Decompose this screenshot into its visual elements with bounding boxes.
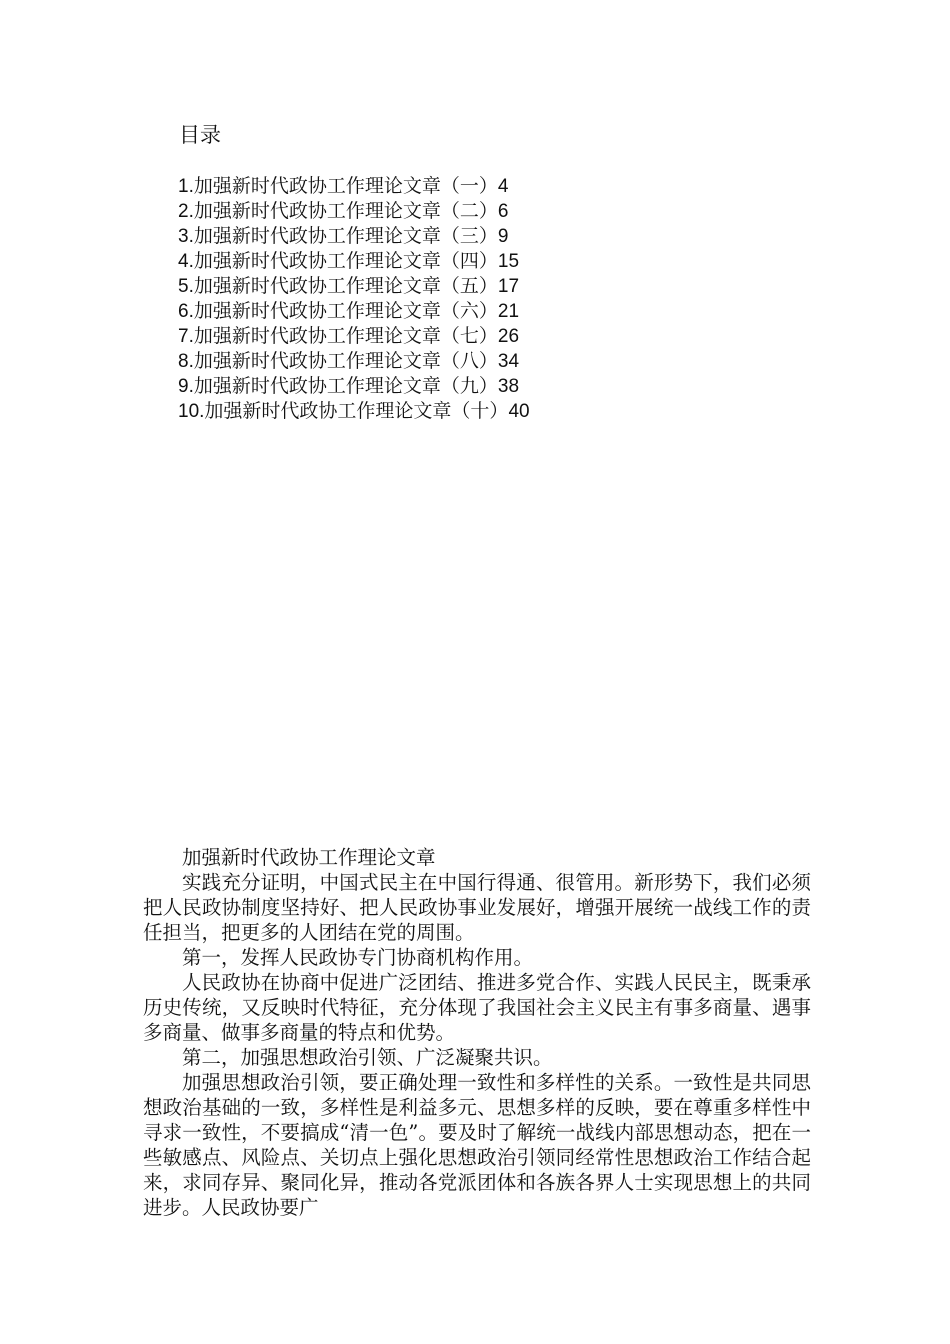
toc-item-number: 9. — [178, 376, 194, 397]
toc-item-text: 加强新时代政协工作理论文章（七） — [193, 326, 498, 347]
toc-item-text: 加强新时代政协工作理论文章（四） — [193, 251, 498, 272]
toc-item[interactable] — [178, 249, 530, 274]
article-title: 加强新时代政协工作理论文章 — [182, 846, 436, 869]
toc-item-text: 加强新时代政协工作理论文章（六） — [193, 301, 498, 322]
article-paragraph: 人民政协在协商中促进广泛团结、推进多党合作、实践人民民主，既秉承历史传统，又反映时代特征，充分体现了我国社会主义民主有事多商量、遇事多商量、做事多商量的特点和优势。 — [143, 971, 811, 1044]
toc-item-number: 2. — [178, 201, 194, 222]
toc-item-number: 1. — [178, 176, 194, 197]
toc-item-page: 4 — [497, 176, 509, 197]
article-paragraph: 第一，发挥人民政协专门协商机构作用。 — [182, 946, 534, 969]
toc-item-page: 17 — [497, 276, 520, 297]
toc-item-number: 3. — [178, 226, 194, 247]
toc-item-number: 6. — [178, 301, 194, 322]
toc-item[interactable] — [178, 324, 530, 349]
article-paragraph: 加强思想政治引领，要正确处理一致性和多样性的关系。一致性是共同思想政治基础的一致，多样性是利益多元、思想多样的反映，要在尊重多样性中寻求一致性，不要搞成“清一色”。要及时了解统一战线内部思想动态，把在一些敏感点、风险点、关切点上强化思想政治引领同经常性思想政治工作结合起来，求同存异、聚同化异，推动各党派团体和各族各界人士实现思想上的共同进步。人民政协要广 — [143, 1071, 811, 1219]
toc-item-page: 9 — [497, 226, 509, 247]
toc-item[interactable] — [178, 299, 530, 324]
toc-item-page: 40 — [508, 401, 530, 422]
toc-item-page: 38 — [497, 376, 520, 397]
toc-item-page: 15 — [497, 251, 520, 272]
toc-item-page: 6 — [497, 201, 509, 222]
toc-item-text: 加强新时代政协工作理论文章（五） — [193, 276, 498, 297]
toc-item-number: 4. — [178, 251, 194, 272]
toc-title: 目录 — [179, 124, 221, 147]
toc-item-text: 加强新时代政协工作理论文章（八） — [193, 351, 498, 372]
toc-item-text: 加强新时代政协工作理论文章（三） — [193, 226, 498, 247]
toc-item[interactable] — [178, 199, 530, 224]
toc-item[interactable] — [178, 224, 530, 249]
article-paragraph: 第二，加强思想政治引领、广泛凝聚共识。 — [182, 1046, 553, 1069]
toc-item-text: 加强新时代政协工作理论文章（九） — [193, 376, 498, 397]
toc-item[interactable] — [178, 174, 530, 199]
table-of-contents — [178, 174, 530, 424]
toc-item-number: 10. — [178, 401, 205, 422]
toc-item-page: 26 — [497, 326, 520, 347]
toc-item[interactable] — [178, 374, 530, 399]
toc-item[interactable] — [178, 274, 530, 299]
toc-item-number: 5. — [178, 276, 194, 297]
toc-item-text: 加强新时代政协工作理论文章（二） — [193, 201, 498, 222]
toc-item[interactable] — [178, 349, 530, 374]
toc-item-page: 21 — [497, 301, 520, 322]
toc-item[interactable] — [178, 399, 530, 424]
toc-item-number: 7. — [178, 326, 194, 347]
toc-item-number: 8. — [178, 351, 194, 372]
article-body — [143, 845, 811, 1220]
toc-item-text: 加强新时代政协工作理论文章（一） — [193, 176, 498, 197]
toc-item-text: 加强新时代政协工作理论文章（十） — [204, 401, 509, 422]
article-paragraph: 实践充分证明，中国式民主在中国行得通、很管用。新形势下，我们必须把人民政协制度坚持好、把人民政协事业发展好，增强开展统一战线工作的责任担当，把更多的人团结在党的周围。 — [143, 871, 811, 944]
toc-item-page: 34 — [497, 351, 520, 372]
